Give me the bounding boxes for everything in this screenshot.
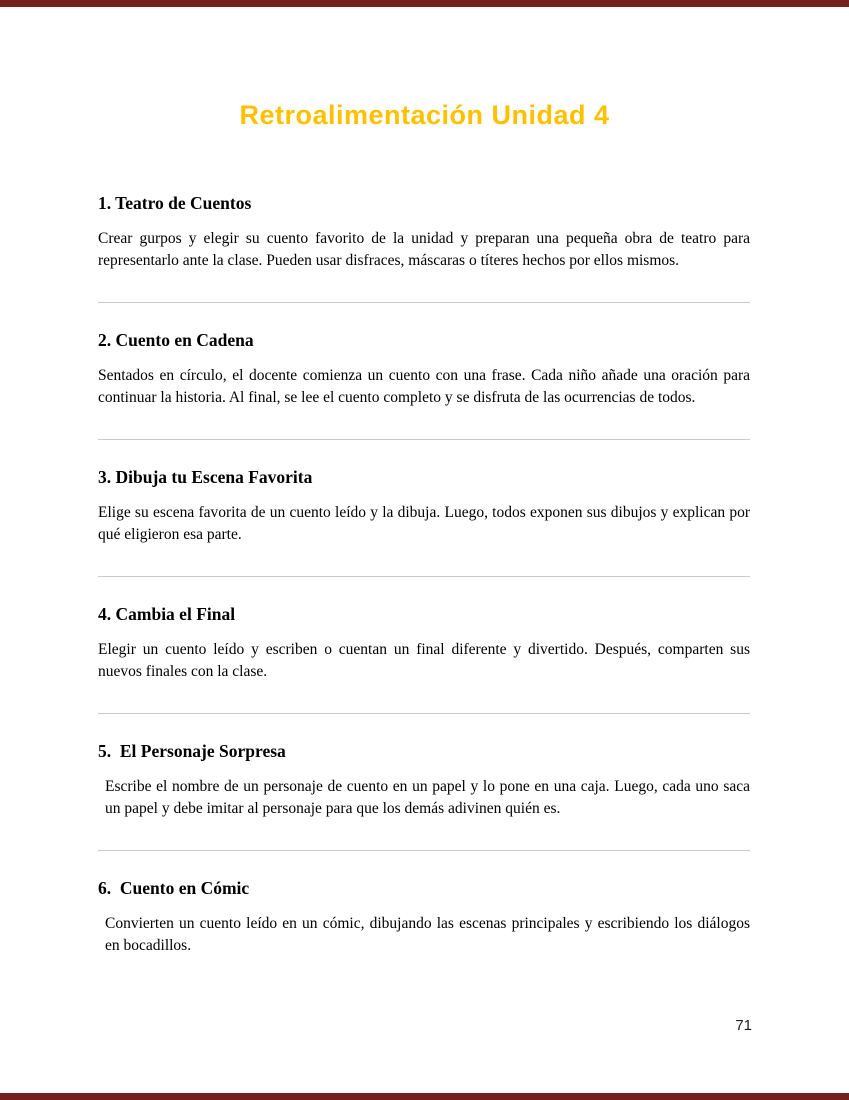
- bottom-edge-bar: [0, 1093, 849, 1100]
- page-title: Retroalimentación Unidad 4: [239, 100, 610, 130]
- page-number: 71: [735, 1017, 752, 1034]
- section-divider: [98, 439, 750, 440]
- section-3: [98, 466, 750, 545]
- section-heading: 3. Dibuja tu Escena Favorita: [98, 467, 313, 487]
- section-5: [98, 740, 750, 819]
- section-body: Convierten un cuento leído en un cómic, dibujando las escenas principales y escribiendo los diálogos en bocadillos.: [105, 915, 750, 954]
- section-divider: [98, 302, 750, 303]
- top-edge-bar: [0, 0, 849, 7]
- section-heading: 5. El Personaje Sorpresa: [98, 741, 286, 761]
- section-body: Crear gurpos y elegir su cuento favorito de la unidad y preparan una pequeña obra de teatro para representarlo ante la clase. Pueden usar disfraces, máscaras o títeres hechos por ellos mismos.: [98, 230, 750, 269]
- section-1: [98, 192, 750, 271]
- section-body: Elige su escena favorita de un cuento leído y la dibuja. Luego, todos exponen sus dibujos y explican por qué eligieron esa parte.: [98, 504, 750, 543]
- section-divider: [98, 713, 750, 714]
- section-4: [98, 603, 750, 682]
- section-6: [98, 877, 750, 956]
- section-heading: 6. Cuento en Cómic: [98, 878, 250, 898]
- section-heading: 1. Teatro de Cuentos: [98, 193, 252, 213]
- section-body: Elegir un cuento leído y escriben o cuentan un final diferente y divertido. Después, comparten sus nuevos finales con la clase.: [98, 641, 750, 680]
- section-body: Escribe el nombre de un personaje de cuento en un papel y lo pone en una caja. Luego, cada uno saca un papel y debe imitar al personaje para que los demás adivinen quién es.: [105, 778, 750, 817]
- section-body: Sentados en círculo, el docente comienza un cuento con una frase. Cada niño añade una oración para continuar la historia. Al final, se lee el cuento completo y se disfruta de las ocurrencias de todos.: [98, 367, 750, 406]
- section-heading: 4. Cambia el Final: [98, 604, 236, 624]
- section-divider: [98, 850, 750, 851]
- section-2: [98, 329, 750, 408]
- section-divider: [98, 576, 750, 577]
- document-content: [98, 192, 750, 956]
- section-heading: 2. Cuento en Cadena: [98, 330, 254, 350]
